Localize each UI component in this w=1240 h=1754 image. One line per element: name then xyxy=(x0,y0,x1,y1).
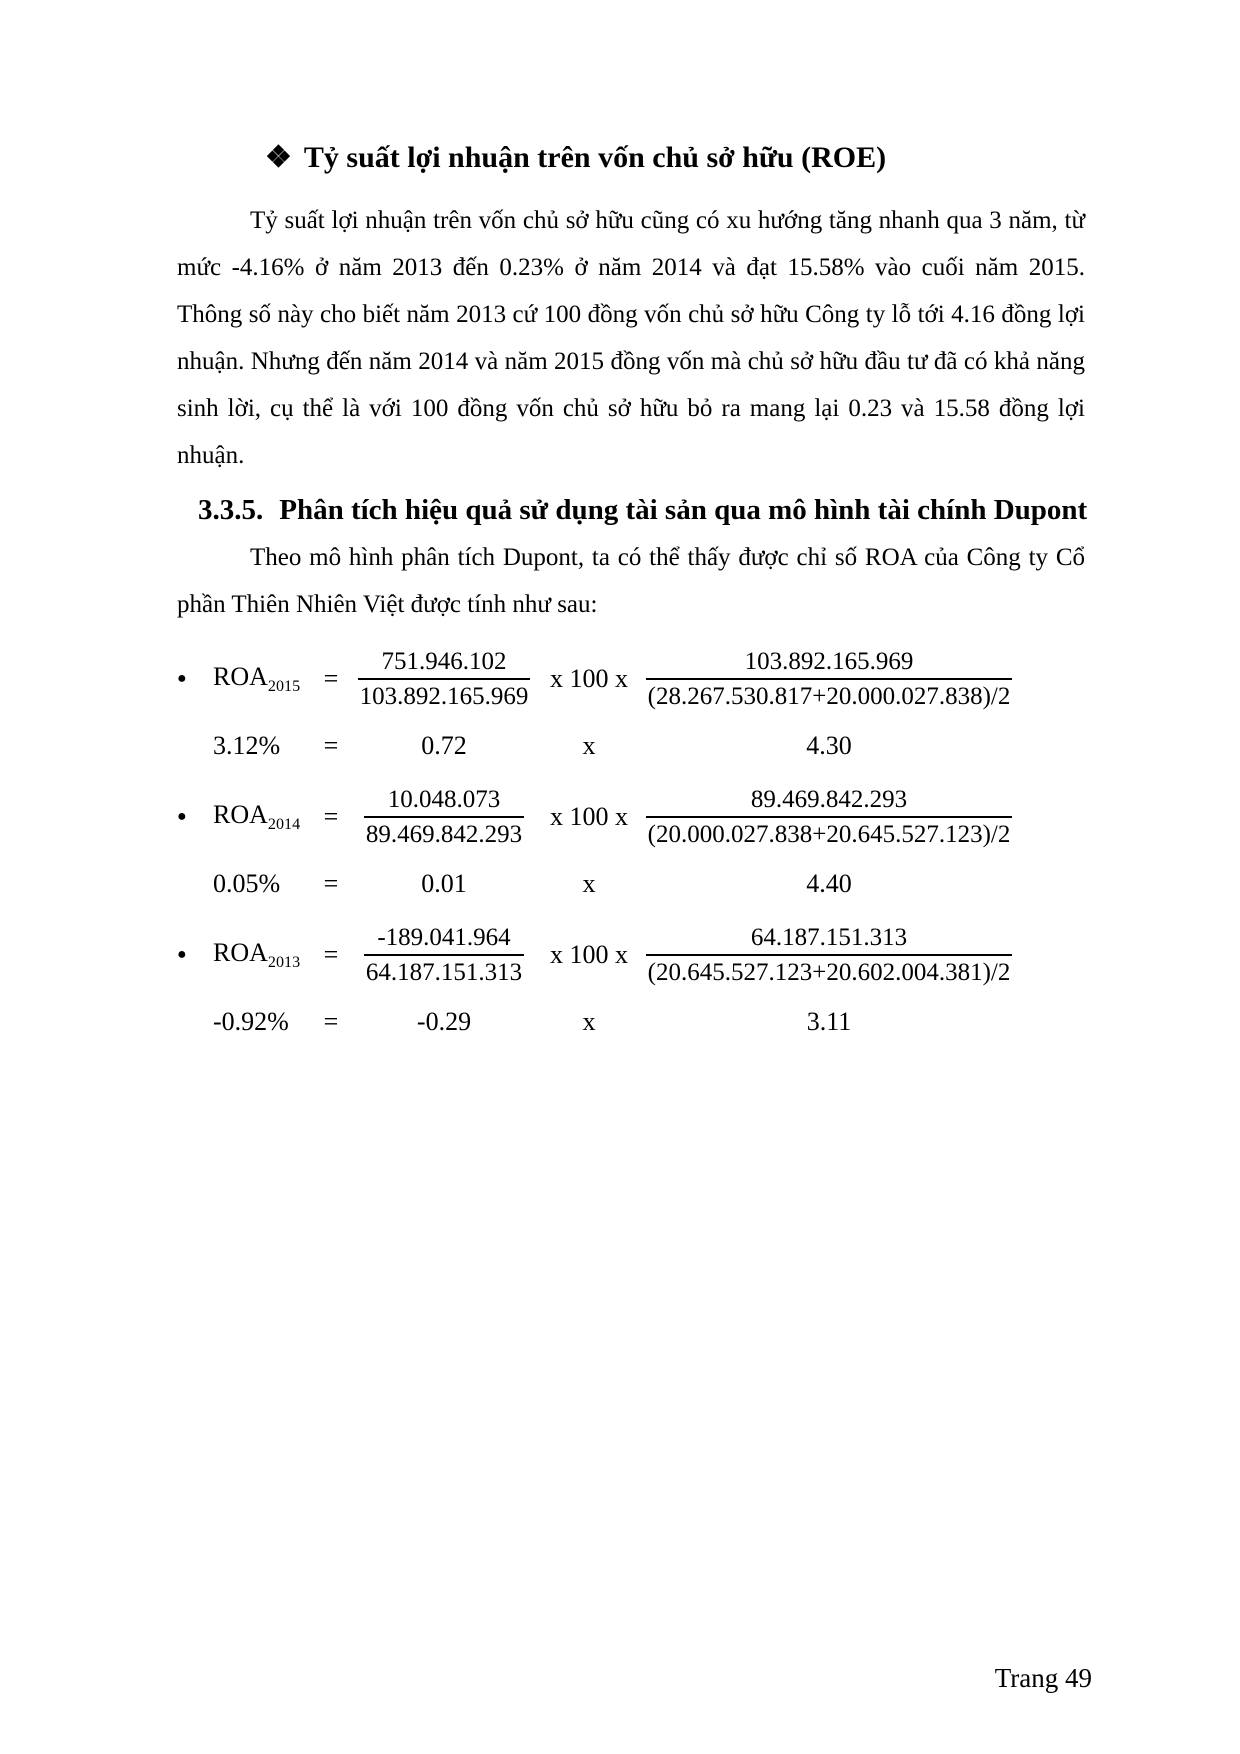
fraction-denominator: 89.469.842.293 xyxy=(365,821,523,848)
formula-result-row xyxy=(177,864,1085,904)
list-bullet-icon: ● xyxy=(177,670,187,687)
roa-formula-2013 xyxy=(177,916,1085,1042)
fraction xyxy=(358,645,531,713)
result-margin: 0.72 xyxy=(421,731,467,760)
fraction-numerator: -189.041.964 xyxy=(364,921,524,956)
result-turnover: 3.11 xyxy=(806,1007,852,1036)
fraction xyxy=(364,921,524,989)
fraction-denominator: (20.645.527.123+20.602.004.381)/2 xyxy=(647,959,1011,986)
equals-sign: = xyxy=(323,664,339,693)
multiplier-text: x 100 x xyxy=(550,664,628,693)
fraction-denominator: 64.187.151.313 xyxy=(365,959,523,986)
roe-heading-text: Tỷ suất lợi nhuận trên vốn chủ sở hữu (ROE) xyxy=(303,141,887,174)
equals-sign: = xyxy=(323,802,339,831)
fraction-denominator: 103.892.165.969 xyxy=(359,683,529,710)
fraction xyxy=(646,921,1013,989)
dupont-heading-text: Phân tích hiệu quả sử dụng tài sản qua mô hình tài chính Dupont xyxy=(279,494,1088,526)
fraction-numerator: 89.469.842.293 xyxy=(646,783,1013,818)
fraction-turnover xyxy=(639,645,1019,713)
fraction xyxy=(646,645,1013,713)
result-equals: = xyxy=(323,869,339,898)
page-number-footer: Trang 49 xyxy=(994,1663,1092,1693)
list-bullet-icon: ● xyxy=(177,946,187,963)
multiplier-text: x 100 x xyxy=(550,802,628,831)
result-margin: -0.29 xyxy=(416,1007,472,1036)
result-margin: 0.01 xyxy=(421,869,467,898)
formula-result-row xyxy=(177,1002,1085,1042)
fraction xyxy=(646,783,1013,851)
result-percent: 3.12% xyxy=(213,731,281,760)
fraction-turnover xyxy=(639,921,1019,989)
result-times: x xyxy=(582,869,596,898)
dupont-section-heading xyxy=(198,490,1088,530)
formula-result-row xyxy=(177,726,1085,766)
result-percent: 0.05% xyxy=(213,869,281,898)
equals-sign: = xyxy=(323,940,339,969)
roa-label xyxy=(213,938,313,972)
result-equals: = xyxy=(323,1007,339,1036)
formula-row xyxy=(177,778,1085,856)
fraction xyxy=(364,783,524,851)
formula-row xyxy=(177,640,1085,718)
result-turnover: 4.30 xyxy=(806,731,852,760)
fraction-margin xyxy=(349,783,539,851)
fraction-denominator: (28.267.530.817+20.000.027.838)/2 xyxy=(647,683,1011,710)
roa-year-subscript: 2015 xyxy=(267,678,301,696)
formula-row xyxy=(177,916,1085,994)
roa-formula-2014 xyxy=(177,778,1085,904)
result-times: x xyxy=(582,731,596,760)
result-turnover: 4.40 xyxy=(806,869,852,898)
fraction-numerator: 103.892.165.969 xyxy=(646,645,1013,680)
roa-year-subscript: 2013 xyxy=(267,954,301,972)
roa-year-subscript: 2014 xyxy=(267,816,301,834)
dupont-intro-paragraph: Theo mô hình phân tích Dupont, ta có thể thấy được chỉ số ROA của Công ty Cổ phần Thiên Nhiên Việt được tính như sau: xyxy=(177,544,1085,618)
roa-name: ROA xyxy=(213,937,268,967)
fraction-margin xyxy=(349,921,539,989)
fraction-numerator: 64.187.151.313 xyxy=(646,921,1013,956)
roe-paragraph: Tỷ suất lợi nhuận trên vốn chủ sở hữu cũng có xu hướng tăng nhanh qua 3 năm, từ mức -4.16% ở năm 2013 đến 0.23% ở năm 2014 và đạt 15.58% vào cuối năm 2015. Thông số này cho biết năm 2013 cứ 100 đồng vốn chủ sở hữu Công ty lỗ tới 4.16 đồng lợi nhuận. Nhưng đến năm 2014 và năm 2015 đồng vốn mà chủ sở hữu đầu tư đã có khả năng sinh lời, cụ thể là với 100 đồng vốn chủ sở hữu bỏ ra mang lại 0.23 và 15.58 đồng lợi nhuận. xyxy=(177,207,1085,469)
fraction-margin xyxy=(349,645,539,713)
roa-name: ROA xyxy=(213,799,268,829)
fraction-turnover xyxy=(639,783,1019,851)
roa-name: ROA xyxy=(213,661,268,691)
roa-formula-2015 xyxy=(177,640,1085,766)
roa-label xyxy=(213,662,313,696)
result-equals: = xyxy=(323,731,339,760)
diamond-bullet-icon: ❖ xyxy=(265,141,292,174)
multiplier-text: x 100 x xyxy=(550,940,628,969)
list-bullet-icon: ● xyxy=(177,808,187,825)
result-percent: -0.92% xyxy=(213,1007,289,1036)
fraction-numerator: 10.048.073 xyxy=(364,783,524,818)
section-number: 3.3.5. xyxy=(198,494,264,526)
result-times: x xyxy=(582,1007,596,1036)
fraction-denominator: (20.000.027.838+20.645.527.123)/2 xyxy=(647,821,1011,848)
fraction-numerator: 751.946.102 xyxy=(358,645,531,680)
roa-label xyxy=(213,800,313,834)
roe-section-heading xyxy=(265,140,1085,176)
roa-formula-list xyxy=(177,640,1085,1042)
page-content xyxy=(177,0,1088,1042)
